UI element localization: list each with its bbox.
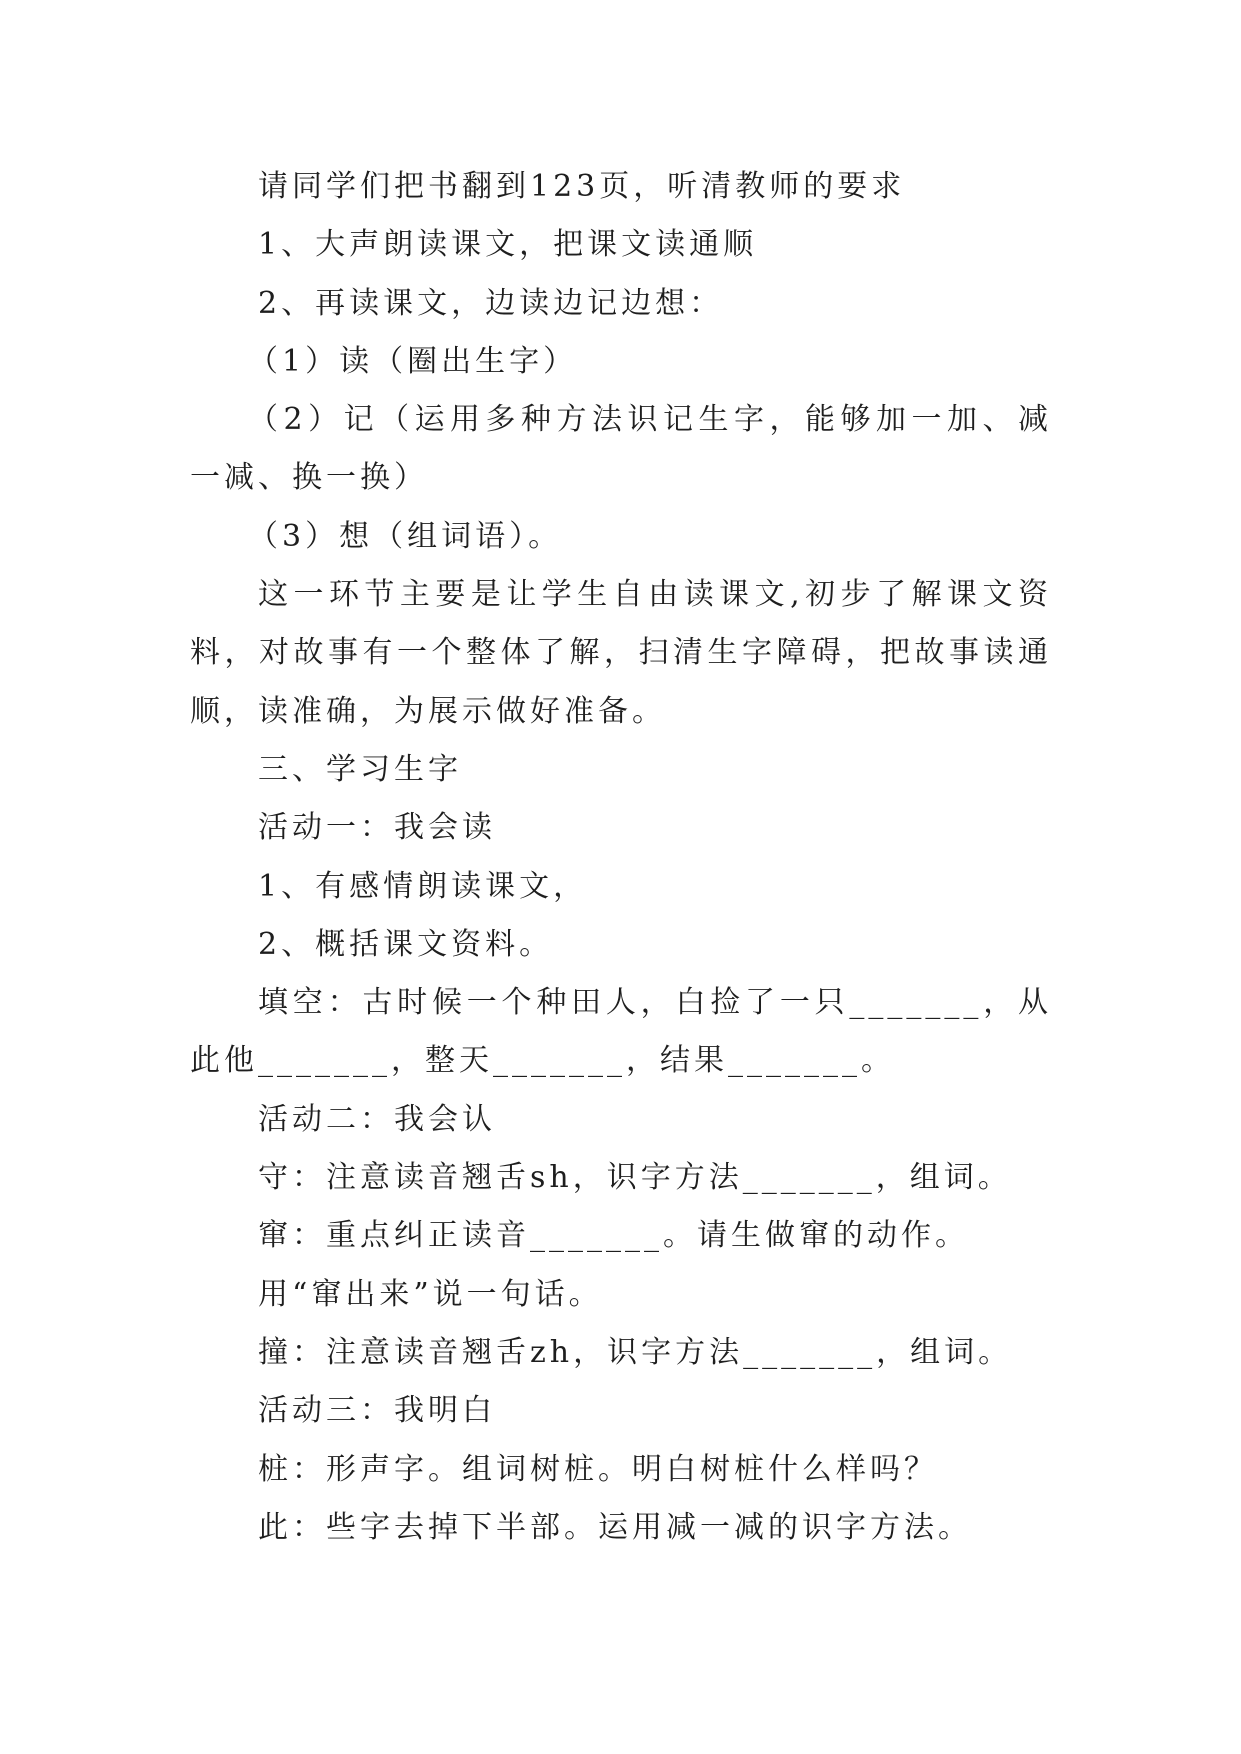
paragraph-fill-blank: 填空：古时候一个种田人，白捡了一只_______，从此他_______，整天_______，结果_______。: [190, 985, 1052, 1079]
paragraph-activity1-item-2: 2、概括课文资料。: [258, 926, 554, 962]
paragraph-sub-read: （1）读（圈出生字）: [248, 343, 578, 379]
activity-heading-3: 活动三：我明白: [258, 1393, 496, 1429]
paragraph-sentence-task: 用“窜出来”说一句话。: [258, 1276, 603, 1312]
activity-heading-2: 活动二：我会认: [258, 1101, 496, 1137]
section-heading: 三、学习生字: [258, 751, 462, 787]
activity-heading-1: 活动一：我会读: [258, 810, 496, 846]
paragraph-explanation: 这一环节主要是让学生自由读课文,初步了解课文资料，对故事有一个整体了解，扫清生字障碍，把故事读通顺，读准确，为展示做好准备。: [190, 577, 1052, 729]
paragraph-char-zhuang: 撞：注意读音翘舌zh，识字方法_______，组词。: [258, 1334, 1013, 1370]
paragraph-activity1-item-1: 1、有感情朗读课文，: [258, 868, 588, 904]
paragraph-instruction: 请同学们把书翻到123页，听清教师的要求: [258, 169, 906, 204]
paragraph-sub-remember: （2）记（运用多种方法识记生字，能够加一加、减一减、换一换）: [190, 402, 1052, 496]
paragraph-char-cuan: 窜：重点纠正读音_______。请生做窜的动作。: [258, 1218, 969, 1254]
paragraph-char-ci: 此：些字去掉下半部。运用减一减的识字方法。: [258, 1509, 972, 1545]
paragraph-step-1: 1、大声朗读课文，把课文读通顺: [258, 227, 758, 263]
paragraph-step-2: 2、再读课文，边读边记边想：: [258, 285, 724, 321]
paragraph-sub-think: （3）想（组词语）。: [248, 518, 563, 554]
paragraph-char-zhuang-stump: 桩：形声字。组词树桩。明白树桩什么样吗？: [258, 1451, 938, 1487]
document-body: [190, 158, 1052, 1557]
paragraph-char-shou: 守：注意读音翘舌sh，识字方法_______，组词。: [258, 1160, 1012, 1196]
